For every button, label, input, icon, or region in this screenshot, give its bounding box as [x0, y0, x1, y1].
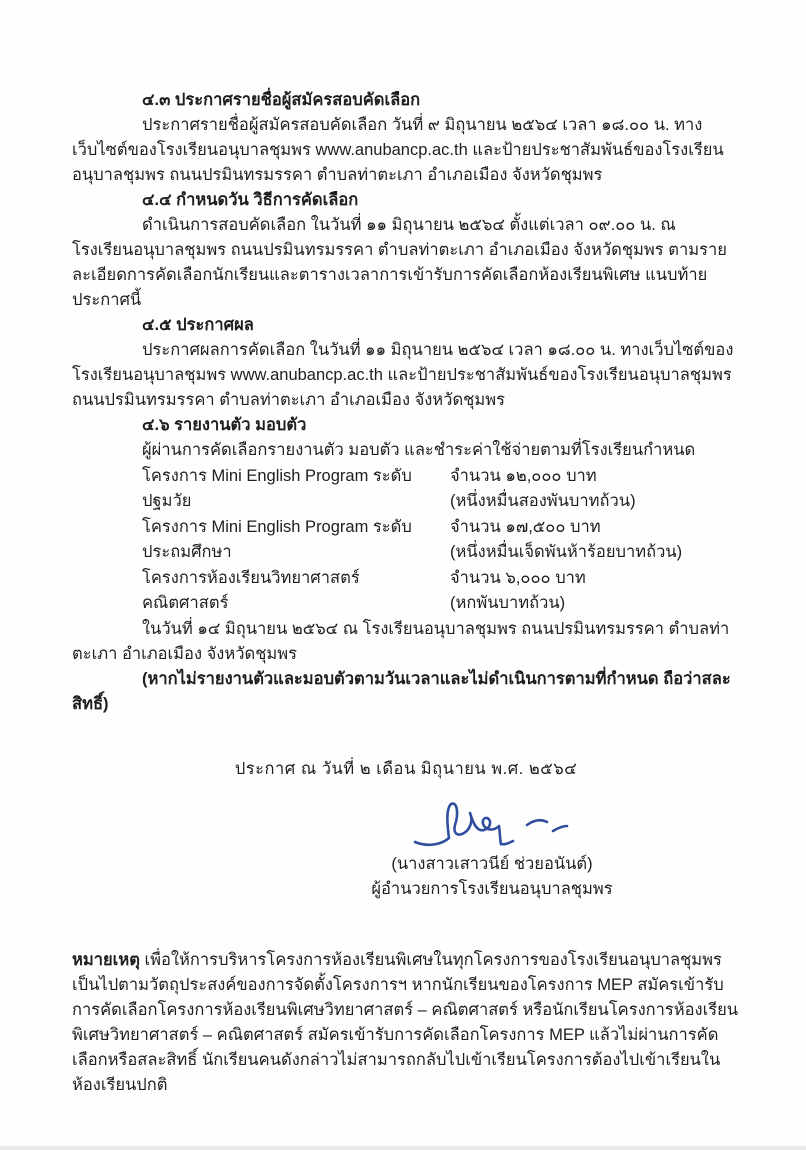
- fee-amounts: [450, 566, 740, 616]
- fee-amount-words: (หนึ่งหมื่นเจ็ดพันห้าร้อยบาทถ้วน): [450, 543, 683, 561]
- fee-row-science-math: [142, 566, 740, 616]
- document-content: [72, 88, 740, 1098]
- section-4-6-heading: ๔.๖ รายงานตัว มอบตัว: [142, 416, 307, 434]
- fee-program-label: โครงการห้องเรียนวิทยาศาสตร์ คณิตศาสตร์: [142, 569, 360, 612]
- section-4-4-body: ดำเนินการสอบคัดเลือก ในวันที่ ๑๑ มิถุนายน ๒๕๖๔ ตั้งแต่เวลา ๐๙.๐๐ น. ณ โรงเรียนอนุบาลชุมพร ถนนปรมินทรมรรคา ตำบลท่าตะเภา อำเภอเมือง จังหวัดชุมพร ตามรายละเอียดการคัดเลือกนักเรียนและตารางเวลาการเข้ารับการคัดเลือกห้องเรียนพิเศษ แนบท้ายประกาศนี้: [72, 216, 727, 309]
- section-4-3-body: ประกาศรายชื่อผู้สมัครสอบคัดเลือก วันที่ ๙ มิถุนายน ๒๕๖๔ เวลา ๑๘.๐๐ น. ทางเว็บไซต์ของโรงเรียนอนุบาลชุมพร www.anubancp.ac.th และป้ายประชาสัมพันธ์ของโรงเรียนอนุบาลชุมพร ถนนปรมินทรมรรคา ตำบลท่าตะเภา อำเภอเมือง จังหวัดชุมพร: [72, 116, 724, 184]
- forfeit-warning: (หากไม่รายงานตัวและมอบตัวตามวันเวลาและไม่ดำเนินการตามที่กำหนด ถือว่าสละสิทธิ์): [72, 670, 731, 713]
- fee-amount: จำนวน ๑๒,๐๐๐ บาท: [450, 467, 597, 485]
- fee-row-mep-primary: [142, 515, 740, 565]
- note-paragraph: [72, 948, 740, 1098]
- section-4-5-body: ประกาศผลการคัดเลือก ในวันที่ ๑๑ มิถุนายน ๒๕๖๔ เวลา ๑๘.๐๐ น. ทางเว็บไซต์ของโรงเรียนอนุบาลชุมพร www.anubancp.ac.th และป้ายประชาสัมพันธ์ของโรงเรียนอนุบาลชุมพร ถนนปรมินทรมรรคา ตำบลท่าตะเภา อำเภอเมือง จังหวัดชุมพร: [72, 341, 734, 409]
- signer-name: (นางสาวเสาวนีย์ ช่วยอนันต์): [391, 855, 593, 873]
- fee-program-label: โครงการ Mini English Program ระดับปฐมวัย: [142, 467, 412, 510]
- signer-title: ผู้อำนวยการโรงเรียนอนุบาลชุมพร: [371, 880, 613, 898]
- fee-amount-words: (หกพันบาทถ้วน): [450, 594, 566, 612]
- note-text: เพื่อให้การบริหารโครงการห้องเรียนพิเศษในทุกโครงการของโรงเรียนอนุบาลชุมพร เป็นไปตามวัตถุประสงค์ของการจัดตั้งโครงการฯ หากนักเรียนของโครงการ MEP สมัครเข้ารับการคัดเลือกโครงการห้องเรียนพิเศษวิทยาศาสตร์ – คณิตศาสตร์ หรือนักเรียนโครงการห้องเรียนพิเศษวิทยาศาสตร์ – คณิตศาสตร์ สมัครเข้ารับการคัดเลือกโครงการ MEP แล้วไม่ผ่านการคัดเลือกหรือสละสิทธิ์ นักเรียนคนดังกล่าวไม่สามารถกลับไปเข้าเรียนโครงการต้องไปเข้าเรียนในห้องเรียนปกติ: [72, 951, 739, 1094]
- issued-date-line: ประกาศ ณ วันที่ ๒ เดือน มิถุนายน พ.ศ. ๒๕๖๔: [234, 760, 578, 778]
- section-4-3-heading: ๔.๓ ประกาศรายชื่อผู้สมัครสอบคัดเลือก: [142, 91, 421, 109]
- signature-block: [342, 794, 642, 902]
- section-4-5-heading: ๔.๕ ประกาศผล: [142, 316, 254, 334]
- section-4-4-heading: ๔.๔ กำหนดวัน วิธีการคัดเลือก: [142, 191, 359, 209]
- fee-table: [142, 464, 740, 616]
- fee-row-mep-kindergarten: [142, 464, 740, 514]
- handwritten-signature-icon: [342, 794, 642, 852]
- fee-program-label: โครงการ Mini English Program ระดับประถมศึกษา: [142, 518, 412, 561]
- fee-amount: จำนวน ๑๗,๕๐๐ บาท: [450, 518, 601, 536]
- note-label: หมายเหตุ: [72, 951, 140, 969]
- fee-amount: จำนวน ๖,๐๐๐ บาท: [450, 569, 586, 587]
- fee-amounts: [450, 515, 740, 565]
- reporting-date-paragraph: ในวันที่ ๑๔ มิถุนายน ๒๕๖๔ ณ โรงเรียนอนุบาลชุมพร ถนนปรมินทรมรรคา ตำบลท่าตะเภา อำเภอเมือง จังหวัดชุมพร: [72, 620, 730, 663]
- section-4-6-body: ผู้ผ่านการคัดเลือกรายงานตัว มอบตัว และชำระค่าใช้จ่ายตามที่โรงเรียนกำหนด: [142, 441, 696, 459]
- fee-amount-words: (หนึ่งหมื่นสองพันบาทถ้วน): [450, 492, 636, 510]
- fee-amounts: [450, 464, 740, 514]
